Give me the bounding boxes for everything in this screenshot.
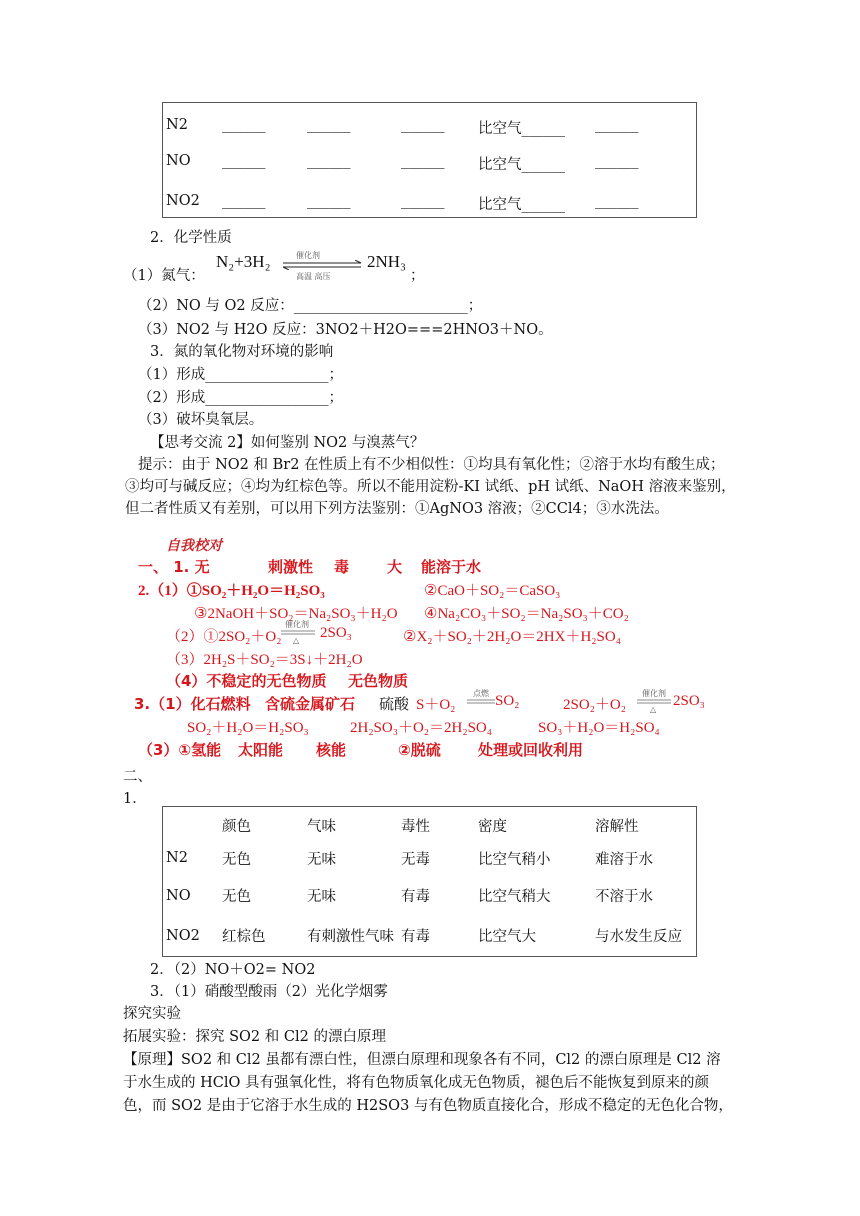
top-row-last: ______ [595, 193, 639, 209]
check-equation: SO₂＋H₂O＝H₂SO₃ [187, 720, 309, 736]
check-answer: 处理或回收利用 [478, 741, 584, 759]
explore-heading: 探究实验 [123, 1006, 181, 1022]
no-o2-reaction: （2）NO 与 O2 反应：________________________； [138, 298, 483, 314]
table-header: 溶解性 [595, 819, 639, 835]
top-row-blank: ______ [222, 117, 266, 133]
check-equation: 2SO₃ [320, 625, 352, 641]
check-equation: SO₂ [495, 693, 520, 709]
check-answer: 能溶于水 [421, 558, 482, 576]
table-cell: 不溶于水 [595, 889, 653, 905]
condition-text: △ [650, 705, 657, 714]
section-heading: 3．氮的氧化物对环境的影响 [150, 344, 334, 360]
top-row-name: NO [166, 153, 191, 169]
environment-item: （1）形成_________________； [138, 367, 343, 383]
check-equation: SO₃＋H₂O＝H₂SO₄ [538, 720, 660, 736]
table-cell: 与水发生反应 [595, 929, 682, 945]
check-answer: 太阳能 [238, 741, 284, 759]
table-cell: 无味 [307, 852, 336, 868]
check-equation: （2）①2SO₂＋O₂ [166, 629, 282, 645]
check-answer: 无色物质 [348, 672, 409, 690]
check-answer: 3.（1）化石燃料 [134, 695, 251, 713]
answer-line: 2．（2）NO＋O2= NO2 [150, 962, 316, 978]
check-answer: 大 [387, 558, 403, 576]
top-row-blank: ______ [401, 117, 445, 133]
condition-text: 催化剂 [642, 689, 666, 698]
check-answer: 刺激性 [268, 558, 314, 576]
table-cell: 比空气稍大 [478, 889, 551, 905]
principle-line: 于水生成的 HClO 具有强氧化性，将有色物质氧化成无色物质，褪色后不能恢复到原来的颜 [123, 1075, 709, 1091]
table-cell: 比空气稍小 [478, 852, 551, 868]
table-cell: 有毒 [401, 889, 430, 905]
check-answer: 含硫金属矿石 [265, 695, 356, 713]
check-equation: （3）2H₂S＋SO₂＝3S↓＋2H₂O [166, 652, 363, 668]
table-cell: 无味 [307, 889, 336, 905]
table-header: 气味 [307, 819, 336, 835]
check-equation: 2.（1）①SO₂＋H₂O＝H₂SO₃ [138, 583, 325, 599]
check-equation: ②CaO＋SO₂＝CaSO₃ [424, 583, 561, 599]
table-cell: 红棕色 [222, 929, 266, 945]
equation-end: ； [410, 268, 425, 284]
equation-right: 2NH₃ [367, 252, 406, 271]
check-equation: 2SO₃ [673, 693, 705, 709]
check-equation: ③2NaOH＋SO₂＝Na₂SO₃＋H₂O [194, 606, 398, 622]
table-header: 密度 [478, 819, 507, 835]
top-row-density: 比空气______ [478, 197, 565, 213]
top-row-blank: ______ [307, 117, 351, 133]
check-equation: 2H₂SO₃＋O₂＝2H₂SO₄ [350, 720, 492, 736]
no2-h2o-reaction: （3）NO2 与 H2O 反应：3NO2＋H2O===2HNO3＋NO。 [138, 322, 553, 338]
top-row-density: 比空气______ [478, 157, 565, 173]
condition-text: 催化剂 [285, 620, 309, 629]
top-row-name: N2 [166, 117, 188, 133]
table-cell: NO2 [166, 928, 200, 944]
nitrogen-label: （1）氮气： [123, 268, 205, 284]
check-equation: 2SO₂＋O₂ [563, 697, 626, 713]
check-answer: （3）①氢能 [138, 741, 222, 759]
condition-text: 点燃 [473, 689, 489, 698]
principle-line: 色，而 SO2 是由于它溶于水生成的 H2SO3 与有色物质直接化合，形成不稳定的无色化合物， [123, 1098, 733, 1114]
equation-condition-top: 催化剂 [296, 251, 320, 260]
top-row-blank: ______ [307, 193, 351, 209]
table-header: 毒性 [401, 819, 430, 835]
section-label: 二、 [123, 769, 152, 785]
top-row-blank: ______ [222, 153, 266, 169]
table-cell: 难溶于水 [595, 852, 653, 868]
table-cell: 有刺激性气味 [307, 929, 394, 945]
self-check-title: 自我校对 [166, 538, 222, 554]
principle-line: 【原理】SO2 和 Cl2 虽都有漂白性，但漂白原理和现象各有不同，Cl2 的漂白原理是 Cl2 溶 [123, 1052, 721, 1068]
equation-condition-bottom: 高温 高压 [296, 272, 331, 281]
check-answer: 硫酸 [379, 695, 410, 713]
table-cell: N2 [166, 850, 188, 866]
table-header: 颜色 [222, 819, 251, 835]
top-row-density: 比空气______ [478, 121, 565, 137]
check-equation: S＋O₂ [416, 697, 456, 713]
think-line: ③均可与碱反应；④均为红棕色等。所以不能用淀粉-KI 试纸、pH 试纸、NaOH 溶液来鉴别， [125, 479, 736, 495]
table-cell: NO [166, 888, 191, 904]
environment-item: （3）破坏臭氧层。 [138, 412, 264, 428]
equals-arrow-icon [466, 699, 496, 705]
think-line: 提示：由于 NO2 和 Br2 在性质上有不少相似性：①均具有氧化性；②溶于水均有酸生成； [138, 457, 725, 473]
check-equation: ④Na₂CO₃＋SO₂＝Na₂SO₃＋CO₂ [424, 606, 629, 622]
check-answer: 一、 1. 无 [138, 558, 210, 576]
top-row-blank: ______ [307, 153, 351, 169]
top-row-last: ______ [595, 153, 639, 169]
equation-left: N₂+3H₂ [216, 252, 271, 271]
check-answer: 毒 [334, 558, 350, 576]
table-cell: 无色 [222, 889, 251, 905]
condition-text: △ [293, 636, 300, 645]
top-row-blank: ______ [222, 193, 266, 209]
check-equation: ②X₂＋SO₂＋2H₂O＝2HX＋H₂SO₄ [403, 629, 621, 645]
extension-heading: 拓展实验：探究 SO2 和 Cl2 的漂白原理 [123, 1029, 386, 1045]
top-row-name: NO2 [166, 193, 200, 209]
top-row-blank: ______ [401, 193, 445, 209]
section-number: 1． [123, 791, 147, 807]
section-heading: 2．化学性质 [150, 230, 232, 246]
table-cell: 无色 [222, 852, 251, 868]
table-cell: 比空气大 [478, 929, 536, 945]
check-answer: ②脱硫 [398, 741, 441, 759]
reversible-arrow-icon [281, 260, 363, 270]
environment-item: （2）形成_________________； [138, 390, 343, 406]
answer-line: 3．（1）硝酸型酸雨（2）光化学烟雾 [150, 984, 388, 1000]
check-answer: （4）不稳定的无色物质 [166, 672, 327, 690]
top-row-blank: ______ [401, 153, 445, 169]
think-line: 但二者性质又有差别，可以用下列方法鉴别：①AgNO3 溶液；②CCl4；③水洗法。 [125, 501, 669, 517]
table-cell: 有毒 [401, 929, 430, 945]
check-answer: 核能 [316, 741, 347, 759]
think-title: 【思考交流 2】如何鉴别 NO2 与溴蒸气？ [150, 435, 425, 451]
table-cell: 无毒 [401, 852, 430, 868]
top-row-last: ______ [595, 117, 639, 133]
